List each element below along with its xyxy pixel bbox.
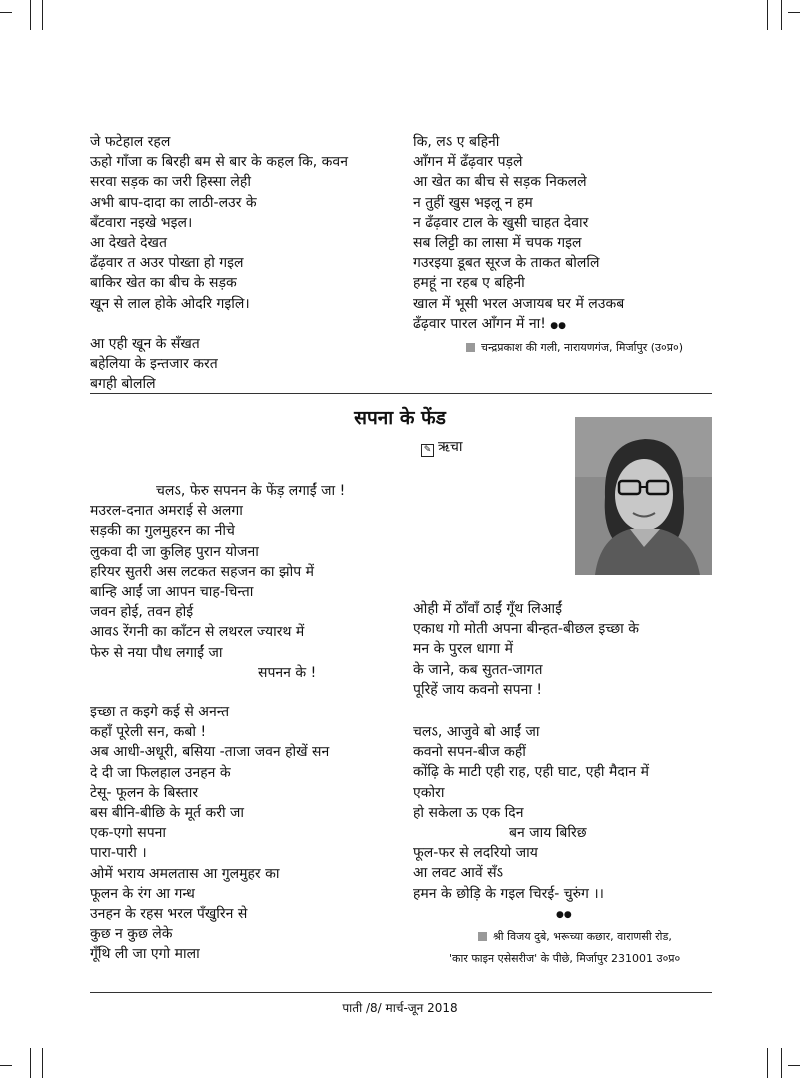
top-author-address: चन्द्रप्रकाश की गली, नारायणगंज, मिर्जापुर (उ०प्र०) bbox=[466, 340, 683, 356]
poem-line: अब आधी-अधूरी, बसिया -ताजा जवन होखें सन bbox=[90, 744, 330, 761]
poem-line: बगही बोललि bbox=[90, 376, 156, 393]
poem-line: सड़की का गुलमुहरन का नीचे bbox=[90, 523, 235, 540]
poem-right-block-1 bbox=[413, 599, 639, 700]
poem-line: सपनन के ! bbox=[258, 664, 317, 681]
crop-mark bbox=[0, 12, 12, 13]
poem-line: बाकिर खेत का बीच के सड़क bbox=[90, 275, 237, 292]
crop-mark bbox=[42, 0, 43, 30]
bullet-square-icon bbox=[466, 343, 475, 352]
poem-line: उनहन के रहस भरल पँखुरिन से bbox=[90, 906, 248, 923]
poem-line: चलऽ, आजुवे बो आईं जा bbox=[413, 724, 540, 740]
poem-line: लुकवा दी जा कुलिह पुरान योजना bbox=[90, 543, 259, 560]
poem-line: इच्छा त कइगे कई से अनन्त bbox=[90, 704, 230, 720]
bottom-author-address-1: श्री विजय दुबे, भरूच्या कछार, वाराणसी रोड, bbox=[478, 929, 672, 945]
poem-line: टेसू- फूलन के बिस्तार bbox=[90, 784, 199, 801]
portrait-image bbox=[575, 417, 712, 575]
poem-line: के जाने, कब सुतत-जागत bbox=[413, 661, 543, 678]
poem-line: चलऽ, फेरु सपनन के फेंड़ लगाईं जा ! bbox=[156, 483, 346, 499]
poem-line: बस बीनि-बीछि के मूर्त करी जा bbox=[90, 805, 245, 822]
pen-box-icon: ✎ bbox=[421, 444, 434, 457]
poem-line: आवऽ रेंगनी का काँटन से लथरल ज्यारथ में bbox=[90, 624, 305, 641]
poem-line: फेरु से नया पौध लगाईं जा bbox=[90, 644, 223, 661]
poem-line: न ढँढ़वार टाल के खुसी चाहत देवार bbox=[413, 214, 589, 231]
poem-line: गउरइया डूबत सूरज के ताकत बोललि bbox=[413, 255, 600, 272]
poem-line: अभी बाप-दादा का लाठी-लउर के bbox=[90, 194, 257, 211]
poem-line: ढँढ़वार पारल आँगन में ना! ●● bbox=[413, 315, 567, 332]
poem-line: न तुहीं खुस भइलू न हम bbox=[413, 194, 533, 211]
poem-line: हमहूं ना रहब ए बहिनी bbox=[413, 275, 525, 292]
poem-line: ढँढ़वार त अउर पोख्ता हो गइल bbox=[90, 255, 244, 272]
top-right-column bbox=[413, 132, 624, 336]
crop-mark bbox=[788, 12, 800, 13]
poem-line: बन जाय बिरिछ bbox=[509, 825, 587, 842]
poem-line: आ लवट आवें सँऽ bbox=[413, 865, 504, 882]
poem-line: आ देखते देखत bbox=[90, 235, 167, 252]
poem-line: एक-एगो सपना bbox=[90, 825, 167, 842]
poem-author: ✎ ऋचा bbox=[421, 437, 462, 457]
poem-line: बान्हि आईं जा आपन चाह-चिन्ता bbox=[90, 584, 254, 601]
crop-mark bbox=[767, 1048, 768, 1078]
poem-line: फूलन के रंग आ गन्ध bbox=[90, 885, 195, 902]
poem-line: सरवा सड़क का जरी हिस्सा लेही bbox=[90, 174, 251, 191]
poem-line: कुछ न कुछ लेके bbox=[90, 926, 173, 943]
crop-mark bbox=[781, 1048, 782, 1078]
poem-line: हो सकेला ऊ एक दिन bbox=[413, 804, 524, 821]
crop-mark bbox=[0, 1065, 12, 1066]
poem-line: एकोरा bbox=[413, 784, 445, 801]
poem-line: बहेलिया के इन्तजार करत bbox=[90, 356, 218, 373]
poem-line: दे दी जा फिलहाल उनहन के bbox=[90, 764, 231, 781]
poem-line: ऊहो गाँजा क बिरही बम से बार के कहल कि, कवन bbox=[90, 154, 348, 171]
poem-line: हरियर सुतरी अस लटकत सहजन का झोप में bbox=[90, 563, 314, 580]
poem-line: पारा-पारी । bbox=[90, 845, 147, 862]
poem-line: खून से लाल होके ओदरि गइलि। bbox=[90, 295, 250, 312]
poem-line: मन के पुरल धागा में bbox=[413, 641, 513, 658]
poem-line: खाल में भूसी भरल अजायब घर में लउकब bbox=[413, 295, 625, 312]
top-left-column bbox=[90, 132, 348, 394]
crop-mark bbox=[42, 1048, 43, 1078]
poem-line: सब लिट्टी का लासा में चपक गइल bbox=[413, 235, 582, 252]
section-divider bbox=[90, 393, 712, 394]
bullet-square-icon bbox=[478, 932, 487, 941]
poem-line: जे फटेहाल रहल bbox=[90, 134, 171, 150]
end-mark: ●● bbox=[550, 320, 567, 331]
author-photo bbox=[575, 417, 712, 575]
poem-line: आँगन में ढँढ़वार पड़ले bbox=[413, 154, 523, 171]
poem-line: पूरिहें जाय कवनो सपना ! bbox=[413, 681, 543, 698]
poem-left-block-2 bbox=[90, 702, 329, 965]
end-mark: ●● bbox=[556, 910, 572, 920]
page-footer: पाती /8/ मार्च-जून 2018 bbox=[342, 1001, 458, 1015]
crop-mark bbox=[30, 0, 31, 30]
poem-title: सपना के फेंड bbox=[354, 407, 446, 429]
crop-mark bbox=[788, 1065, 800, 1066]
poem-line: कहाँ पूरेली सन, कबो ! bbox=[90, 724, 207, 741]
poem-line: जवन होई, तवन होई bbox=[90, 604, 194, 621]
poem-line: कि, लऽ ए बहिनी bbox=[413, 134, 500, 150]
poem-line: कवनो सपन-बीज कहीं bbox=[413, 744, 526, 761]
footer-divider bbox=[90, 992, 712, 993]
poem-line: फूल-फर से लदरियो जाय bbox=[413, 845, 538, 862]
poem-line: आ खेत का बीच से सड़क निकलले bbox=[413, 174, 587, 191]
bottom-author-address-2: 'कार फाइन एसेसरीज' के पीछे, मिर्जापुर 231001 उ०प्र० bbox=[449, 952, 681, 965]
crop-mark bbox=[767, 0, 768, 30]
poem-line: एकाध गो मोती अपना बीन्हत-बीछल इच्छा के bbox=[413, 621, 640, 638]
poem-line: हमन के छोड़ि के गइल चिरई- चुरुंग ।। bbox=[413, 885, 604, 902]
poem-line: मउरल-दनात अमराई से अलगा bbox=[90, 503, 243, 520]
poem-line: आ एही खून के सँखत bbox=[90, 335, 200, 352]
poem-line: गूँथि ली जा एगो माला bbox=[90, 946, 200, 963]
crop-mark bbox=[30, 1048, 31, 1078]
stanza-gap bbox=[90, 314, 348, 334]
poem-line: ओही में ठाँवाँ ठाईं गूँथ लिआईं bbox=[413, 601, 562, 617]
poem-line: बँटवारा नइखे भइल। bbox=[90, 214, 193, 231]
poem-left-block-1 bbox=[90, 481, 345, 683]
poem-line: कोंढ़ि के माटी एही राह, एही घाट, एही मैदान में bbox=[413, 764, 649, 781]
poem-right-block-2 bbox=[413, 722, 649, 904]
poem-line: ओमें भराय अमलतास आ गुलमुहर का bbox=[90, 865, 280, 882]
crop-mark bbox=[781, 0, 782, 30]
